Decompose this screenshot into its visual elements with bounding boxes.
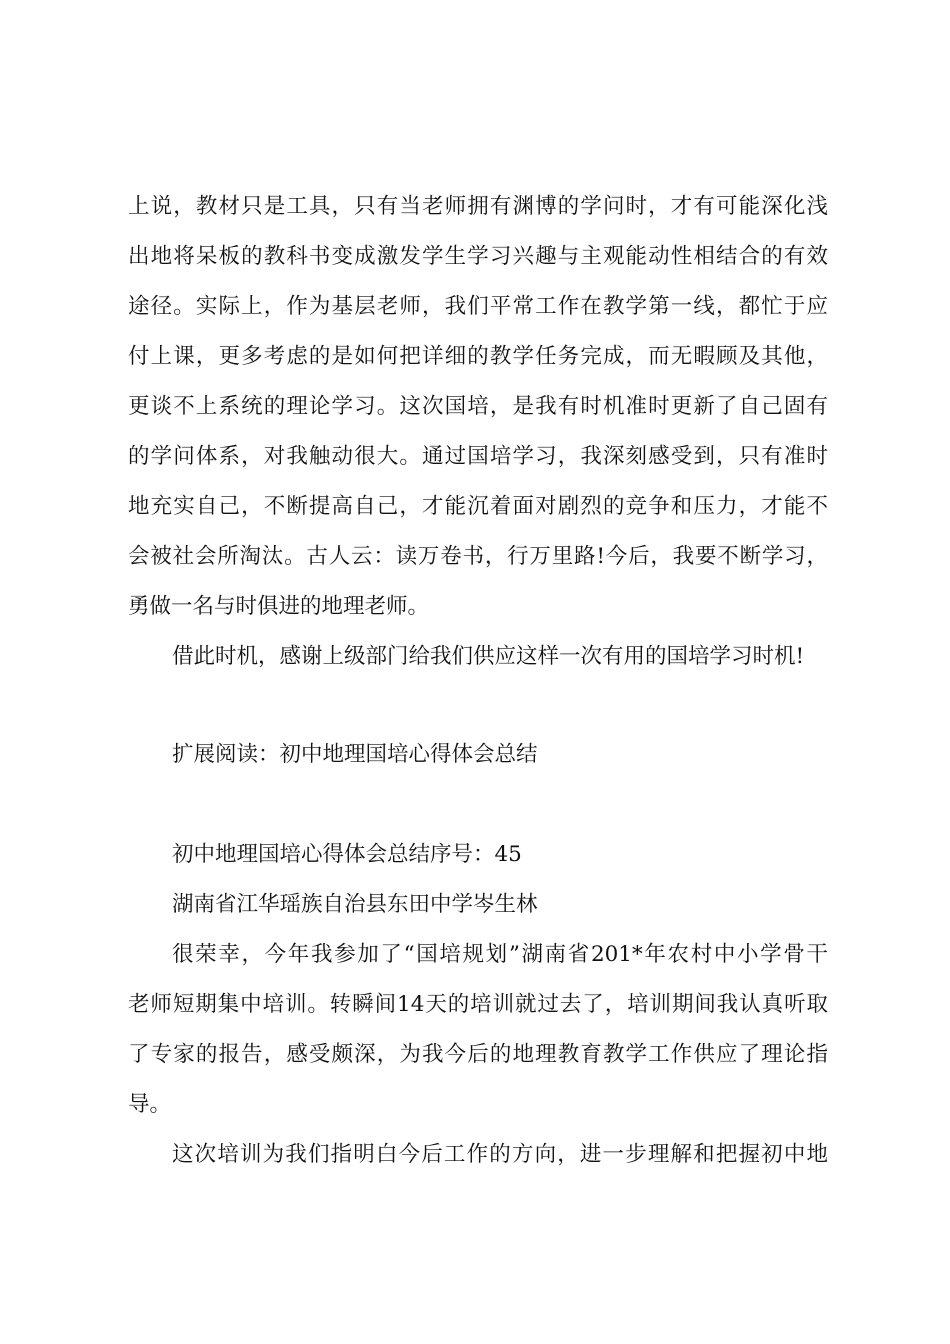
paragraph-line: 了专家的报告，感受颇深，为我今后的地理教育教学工作供应了理论指 xyxy=(128,1042,828,1067)
thanks-paragraph: 借此时机，感谢上级部门给我们供应这样一次有用的国培学习时机! xyxy=(172,644,805,669)
article-title: 初中地理国培心得体会总结序号：45 xyxy=(172,842,522,867)
paragraph-line: 很荣幸，今年我参加了“国培规划”湖南省201*年农村中小学骨干 xyxy=(172,942,828,967)
extended-reading-heading: 扩展阅读：初中地理国培心得体会总结 xyxy=(172,742,538,767)
paragraph-line: 这次培训为我们指明白今后工作的方向，进一步理解和把握初中地 xyxy=(172,1142,828,1167)
paragraph-line: 的学问体系，对我触动很大。通过国培学习，我深刻感受到，只有准时 xyxy=(128,444,828,469)
paragraph-line: 会被社会所淘汰。古人云：读万卷书，行万里路!今后，我要不断学习， xyxy=(128,544,828,569)
paragraph-line: 更谈不上系统的理论学习。这次国培，是我有时机准时更新了自己固有 xyxy=(128,394,828,419)
paragraph-line: 勇做一名与时俱进的地理老师。 xyxy=(128,594,430,619)
paragraph-line: 付上课，更多考虑的是如何把详细的教学任务完成，而无暇顾及其他， xyxy=(128,344,828,369)
paragraph-line: 上说，教材只是工具，只有当老师拥有渊博的学问时，才有可能深化浅 xyxy=(128,194,828,219)
paragraph-line: 导。 xyxy=(128,1092,172,1117)
paragraph-line: 出地将呆板的教科书变成激发学生学习兴趣与主观能动性相结合的有效 xyxy=(128,244,828,269)
paragraph-line: 地充实自己，不断提高自己，才能沉着面对剧烈的竞争和压力，才能不 xyxy=(128,494,828,519)
paragraph-line: 途径。实际上，作为基层老师，我们平常工作在教学第一线，都忙于应 xyxy=(128,294,828,319)
paragraph-line: 老师短期集中培训。转瞬间14天的培训就过去了，培训期间我认真听取 xyxy=(128,992,828,1017)
article-author: 湖南省江华瑶族自治县东田中学岑生林 xyxy=(172,892,538,917)
